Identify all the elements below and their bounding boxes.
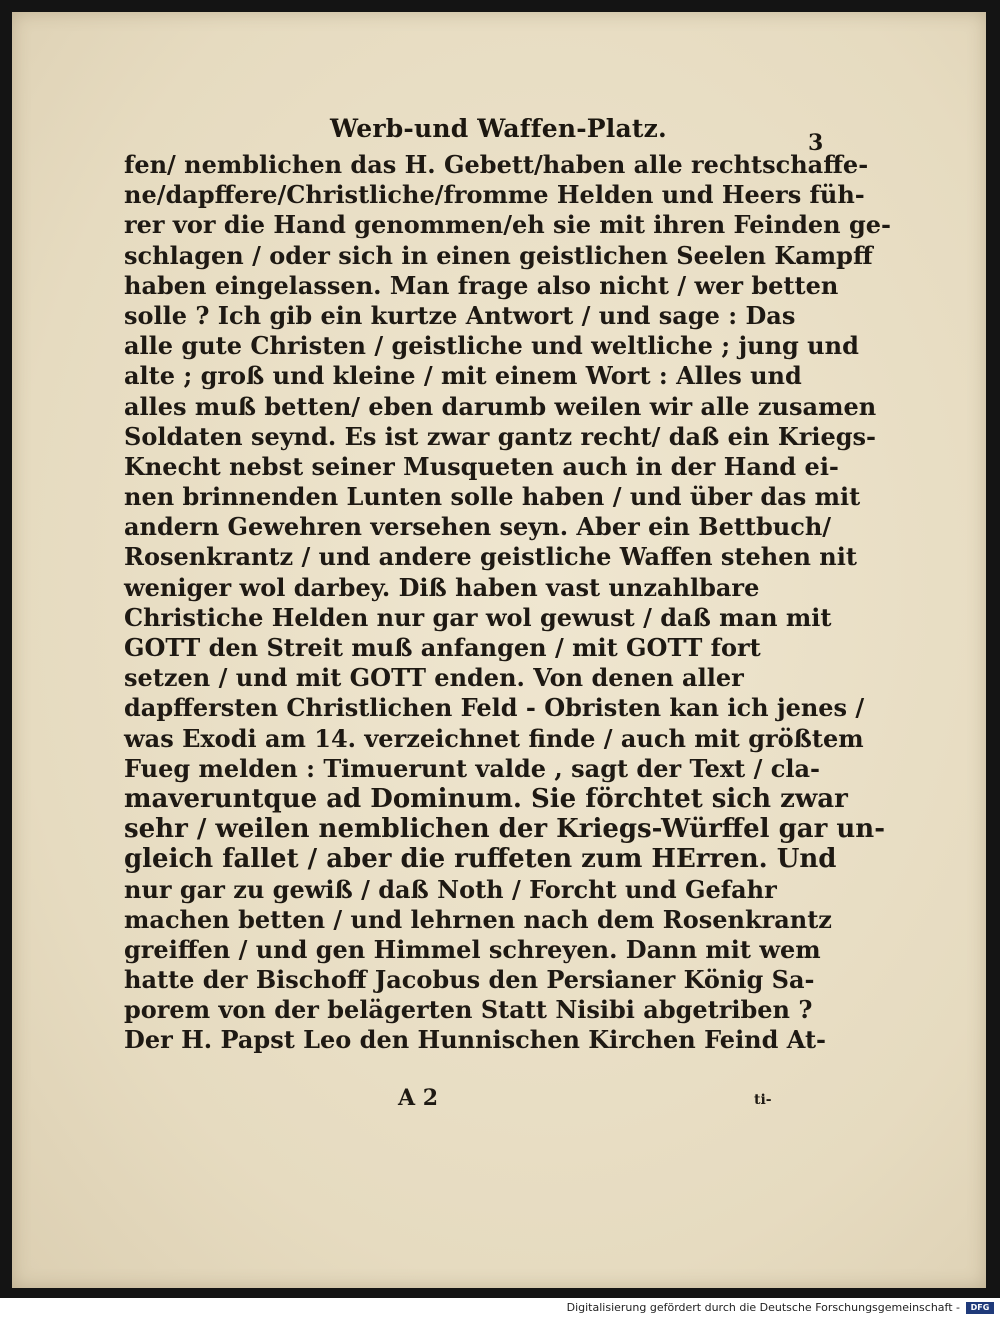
catchword: ti- <box>754 1092 772 1108</box>
text-line: alte ; groß und kleine / mit einem Wort : Alles und <box>124 361 802 391</box>
text-line: Rosenkrantz / und andere geistliche Waffen stehen nit <box>124 542 857 572</box>
text-line: gleich fallet / aber die ruffeten zum HErren. Und <box>124 844 837 875</box>
text-line: was Exodi am 14. verzeichnet finde / auch mit größtem <box>124 723 864 753</box>
text-line: fen/ nemblichen das H. Gebett/haben alle rechtschaffe- <box>124 150 869 179</box>
text-line: GOTT den Streit muß anfangen / mit GOTT fort <box>124 633 761 662</box>
running-head: Werb-und Waffen-Platz. <box>330 114 667 143</box>
text-line: Der H. Papst Leo den Hunnischen Kirchen Feind At- <box>124 1025 827 1055</box>
text-line: hatte der Bischoff Jacobus den Persianer König Sa- <box>124 965 815 995</box>
text-line: Knecht nebst seiner Musqueten auch in der Hand ei- <box>124 451 839 481</box>
text-line: dapffersten Christlichen Feld - Obristen kan ich jenes / <box>124 693 865 723</box>
text-line: solle ? Ich gib ein kurtze Antwort / und sage : Das <box>124 300 796 330</box>
signature-mark: A 2 <box>398 1085 439 1111</box>
text-line: alles muß betten/ eben darumb weilen wir alle zusamen <box>124 391 877 421</box>
text-line: Fueg melden : Timuerunt valde , sagt der Text / cla- <box>124 753 820 783</box>
text-line: maveruntque ad Dominum. Sie förchtet sich zwar <box>124 783 848 814</box>
text-line: Soldaten seynd. Es ist zwar gantz recht/ daß ein Kriegs- <box>124 421 876 451</box>
text-line: rer vor die Hand genommen/eh sie mit ihren Feinden ge- <box>124 210 891 240</box>
footer <box>0 1298 1000 1319</box>
text-line: greiffen / und gen Himmel schreyen. Dann mit wem <box>124 934 821 964</box>
text-line: sehr / weilen nemblichen der Kriegs-Würffel gar un- <box>124 814 885 845</box>
text-line: machen betten / und lehrnen nach dem Rosenkrantz <box>124 904 832 934</box>
text-line: nur gar zu gewiß / daß Noth / Forcht und Gefahr <box>124 874 777 904</box>
funding-credit: Digitalisierung gefördert durch die Deutsche Forschungsgemeinschaft - <box>566 1301 960 1314</box>
text-line: alle gute Christen / geistliche und weltliche ; jung und <box>124 331 859 361</box>
text-line: andern Gewehren versehen seyn. Aber ein Bettbuch/ <box>124 512 832 542</box>
text-line: ne/dapffere/Christliche/fromme Helden und Heers füh- <box>124 180 865 210</box>
text-line: schlagen / oder sich in einen geistlichen Seelen Kampff <box>124 240 873 270</box>
text-line: setzen / und mit GOTT enden. Von denen aller <box>124 663 744 693</box>
text-line: weniger wol darbey. Diß haben vast unzahlbare <box>124 572 760 602</box>
text-line: nen brinnenden Lunten solle haben / und über das mit <box>124 482 861 512</box>
text-line: haben eingelassen. Man frage also nicht / wer betten <box>124 270 839 300</box>
body-text <box>124 150 891 1056</box>
dfg-logo-icon[interactable]: DFG <box>966 1302 994 1314</box>
text-line: Christiche Helden nur gar wol gewust / daß man mit <box>124 602 832 632</box>
text-line: porem von der belägerten Statt Nisibi abgetriben ? <box>124 995 813 1025</box>
page-number: 3 <box>808 130 824 156</box>
